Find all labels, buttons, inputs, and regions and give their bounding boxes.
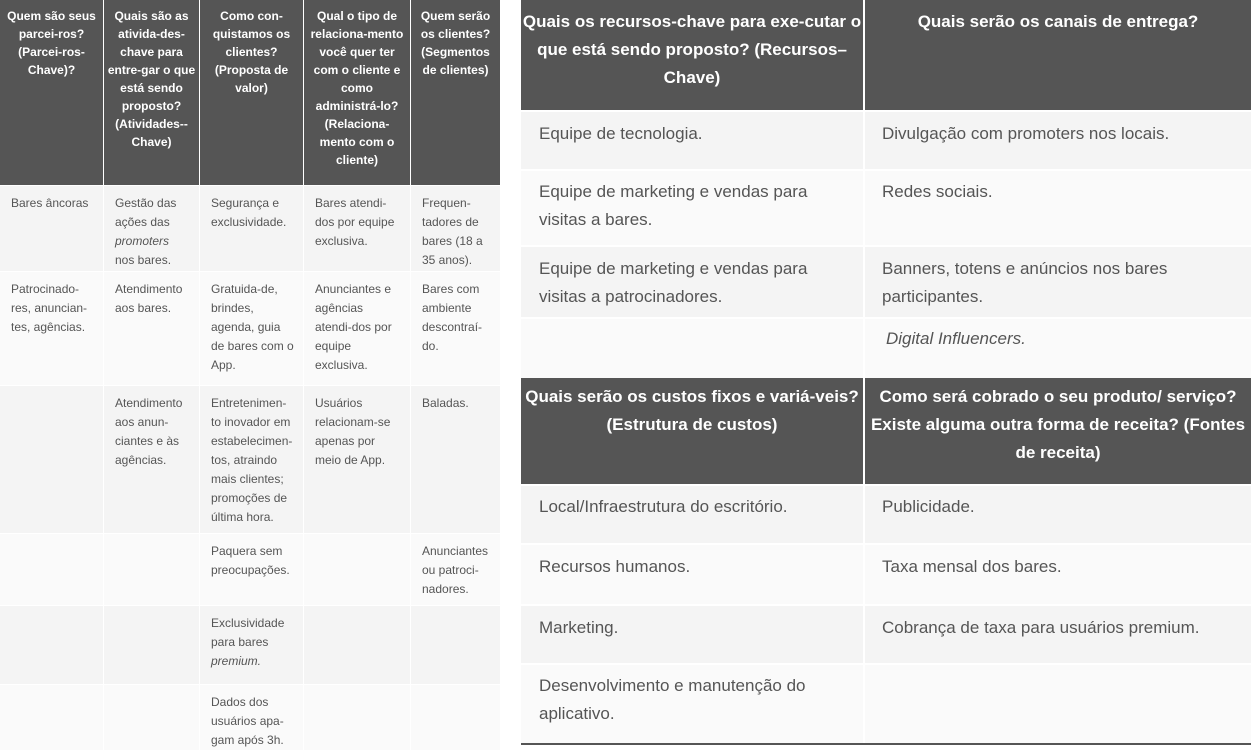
table-cell: Cobrança de taxa para usuários premium.	[863, 606, 1251, 663]
table-row	[0, 185, 500, 271]
table-cell: Equipe de tecnologia.	[539, 124, 703, 143]
table-row	[0, 533, 500, 605]
table-cell	[0, 386, 103, 533]
left-canvas-table	[0, 0, 500, 750]
table-cell: Atendimento aos anun-ciantes e às agências.	[103, 386, 199, 533]
table-cell: Atendimento aos bares.	[103, 272, 199, 385]
table-row	[0, 271, 500, 385]
table-cell: Baladas.	[410, 386, 500, 533]
header-customer-segments: Quem serão os clientes? (Segmentos de clientes)	[410, 0, 500, 185]
table-cell	[0, 606, 103, 684]
italic-term: promoters	[115, 234, 170, 248]
table-cell: Anunciantes e agências atendi-dos por equipe exclusiva.	[303, 272, 410, 385]
table-cell: Redes sociais.	[863, 171, 1251, 245]
table-cell: Equipe de marketing e vendas para visitas a bares.	[539, 182, 808, 229]
table-cell: Bares âncoras	[11, 196, 89, 210]
table-cell	[303, 534, 410, 605]
table-cell	[303, 685, 410, 750]
left-table-header	[0, 0, 500, 185]
header-revenue-streams: Como será cobrado o seu produto/ serviço? Existe alguma outra forma de receita? (Fontes de receita)	[863, 378, 1251, 484]
table-cell: Local/Infraestrutura do escritório.	[539, 497, 788, 516]
table-row	[0, 385, 500, 533]
table-cell	[863, 665, 1251, 743]
table-row	[0, 605, 500, 684]
table-cell	[303, 606, 410, 684]
table-row	[521, 543, 1251, 604]
table-cell: Desenvolvimento e manutenção do aplicativo.	[539, 676, 806, 723]
table-cell: Dados dos usuários apa-gam após 3h.	[199, 685, 303, 750]
header-key-resources: Quais os recursos-chave para exe-cutar o que está sendo proposto? (Recursos–Chave)	[522, 12, 862, 87]
italic-term: Digital Influencers.	[886, 329, 1026, 348]
header-value-proposition: Como con-quistamos os clientes? (Proposta de valor)	[199, 0, 303, 185]
table-cell: Taxa mensal dos bares.	[863, 545, 1251, 604]
right-canvas-table	[521, 0, 1251, 750]
italic-term: premium.	[211, 654, 262, 668]
table-cell	[410, 606, 500, 684]
table-cell	[103, 685, 199, 750]
table-cell	[863, 319, 1251, 378]
table-cell	[410, 685, 500, 750]
table-cell: Paquera sem preocupações.	[199, 534, 303, 605]
table-cell	[103, 186, 199, 271]
cell-text: Exclusividade para bares	[211, 616, 285, 649]
table-cell: Patrocinado-res, anuncian-tes, agências.	[11, 282, 88, 334]
table-cell	[199, 606, 303, 684]
table-cell: Segurança e exclusividade.	[199, 186, 303, 271]
table-cell	[0, 534, 103, 605]
table-row	[521, 604, 1251, 663]
table-row	[521, 663, 1251, 743]
table-cell	[521, 319, 863, 378]
table-cell	[103, 606, 199, 684]
table-cell: Anunciantes ou patroci-nadores.	[410, 534, 500, 605]
header-channels: Quais serão os canais de entrega?	[863, 0, 1251, 110]
table-cell: Bares com ambiente descontraí-do.	[410, 272, 500, 385]
table-row	[521, 317, 1251, 378]
table-cell	[103, 534, 199, 605]
table-cell: Bares atendi-dos por equipe exclusiva.	[303, 186, 410, 271]
right-table-header-bottom	[521, 378, 1251, 484]
table-row	[521, 245, 1251, 317]
table-cell	[0, 685, 103, 750]
table-row	[521, 169, 1251, 245]
table-cell: Frequen-tadores de bares (18 a 35 anos).	[410, 186, 500, 271]
table-bottom-rule	[521, 743, 1251, 745]
table-cell: Publicidade.	[863, 486, 1251, 543]
table-cell: Divulgação com promoters nos locais.	[863, 112, 1251, 169]
header-key-partners: Quem são seus parcei-ros? (Parcei-ros-Chave)?	[7, 9, 96, 77]
table-cell: Equipe de marketing e vendas para visitas a patrocinadores.	[539, 259, 808, 306]
table-cell: Recursos humanos.	[539, 557, 691, 576]
table-row	[521, 110, 1251, 169]
table-row	[0, 684, 500, 750]
cell-text: Gestão das ações das	[115, 196, 177, 229]
header-key-activities: Quais são as ativida-des-chave para entre-gar o que está sendo proposto? (Atividades--Chave)	[103, 0, 199, 185]
table-cell: Entretenimen-to inovador em estabelecimen-tos, atraindo mais clientes; promoções de última hora.	[199, 386, 303, 533]
table-cell: Marketing.	[539, 618, 619, 637]
header-cost-structure: Quais serão os custos fixos e variá-veis? (Estrutura de custos)	[525, 387, 859, 434]
table-cell: Usuários relacionam-se apenas por meio de App.	[303, 386, 410, 533]
header-customer-relationship: Qual o tipo de relaciona-mento você quer ter com o cliente e como administrá-lo? (Relaciona-mento com o cliente)	[303, 0, 410, 185]
table-cell: Gratuida-de, brindes, agenda, guia de bares com o App.	[199, 272, 303, 385]
right-table-header-top	[521, 0, 1251, 110]
cell-text: nos bares.	[115, 253, 172, 267]
table-cell: Banners, totens e anúncios nos bares participantes.	[863, 247, 1251, 317]
left-table-body	[0, 185, 500, 750]
table-row	[521, 484, 1251, 543]
